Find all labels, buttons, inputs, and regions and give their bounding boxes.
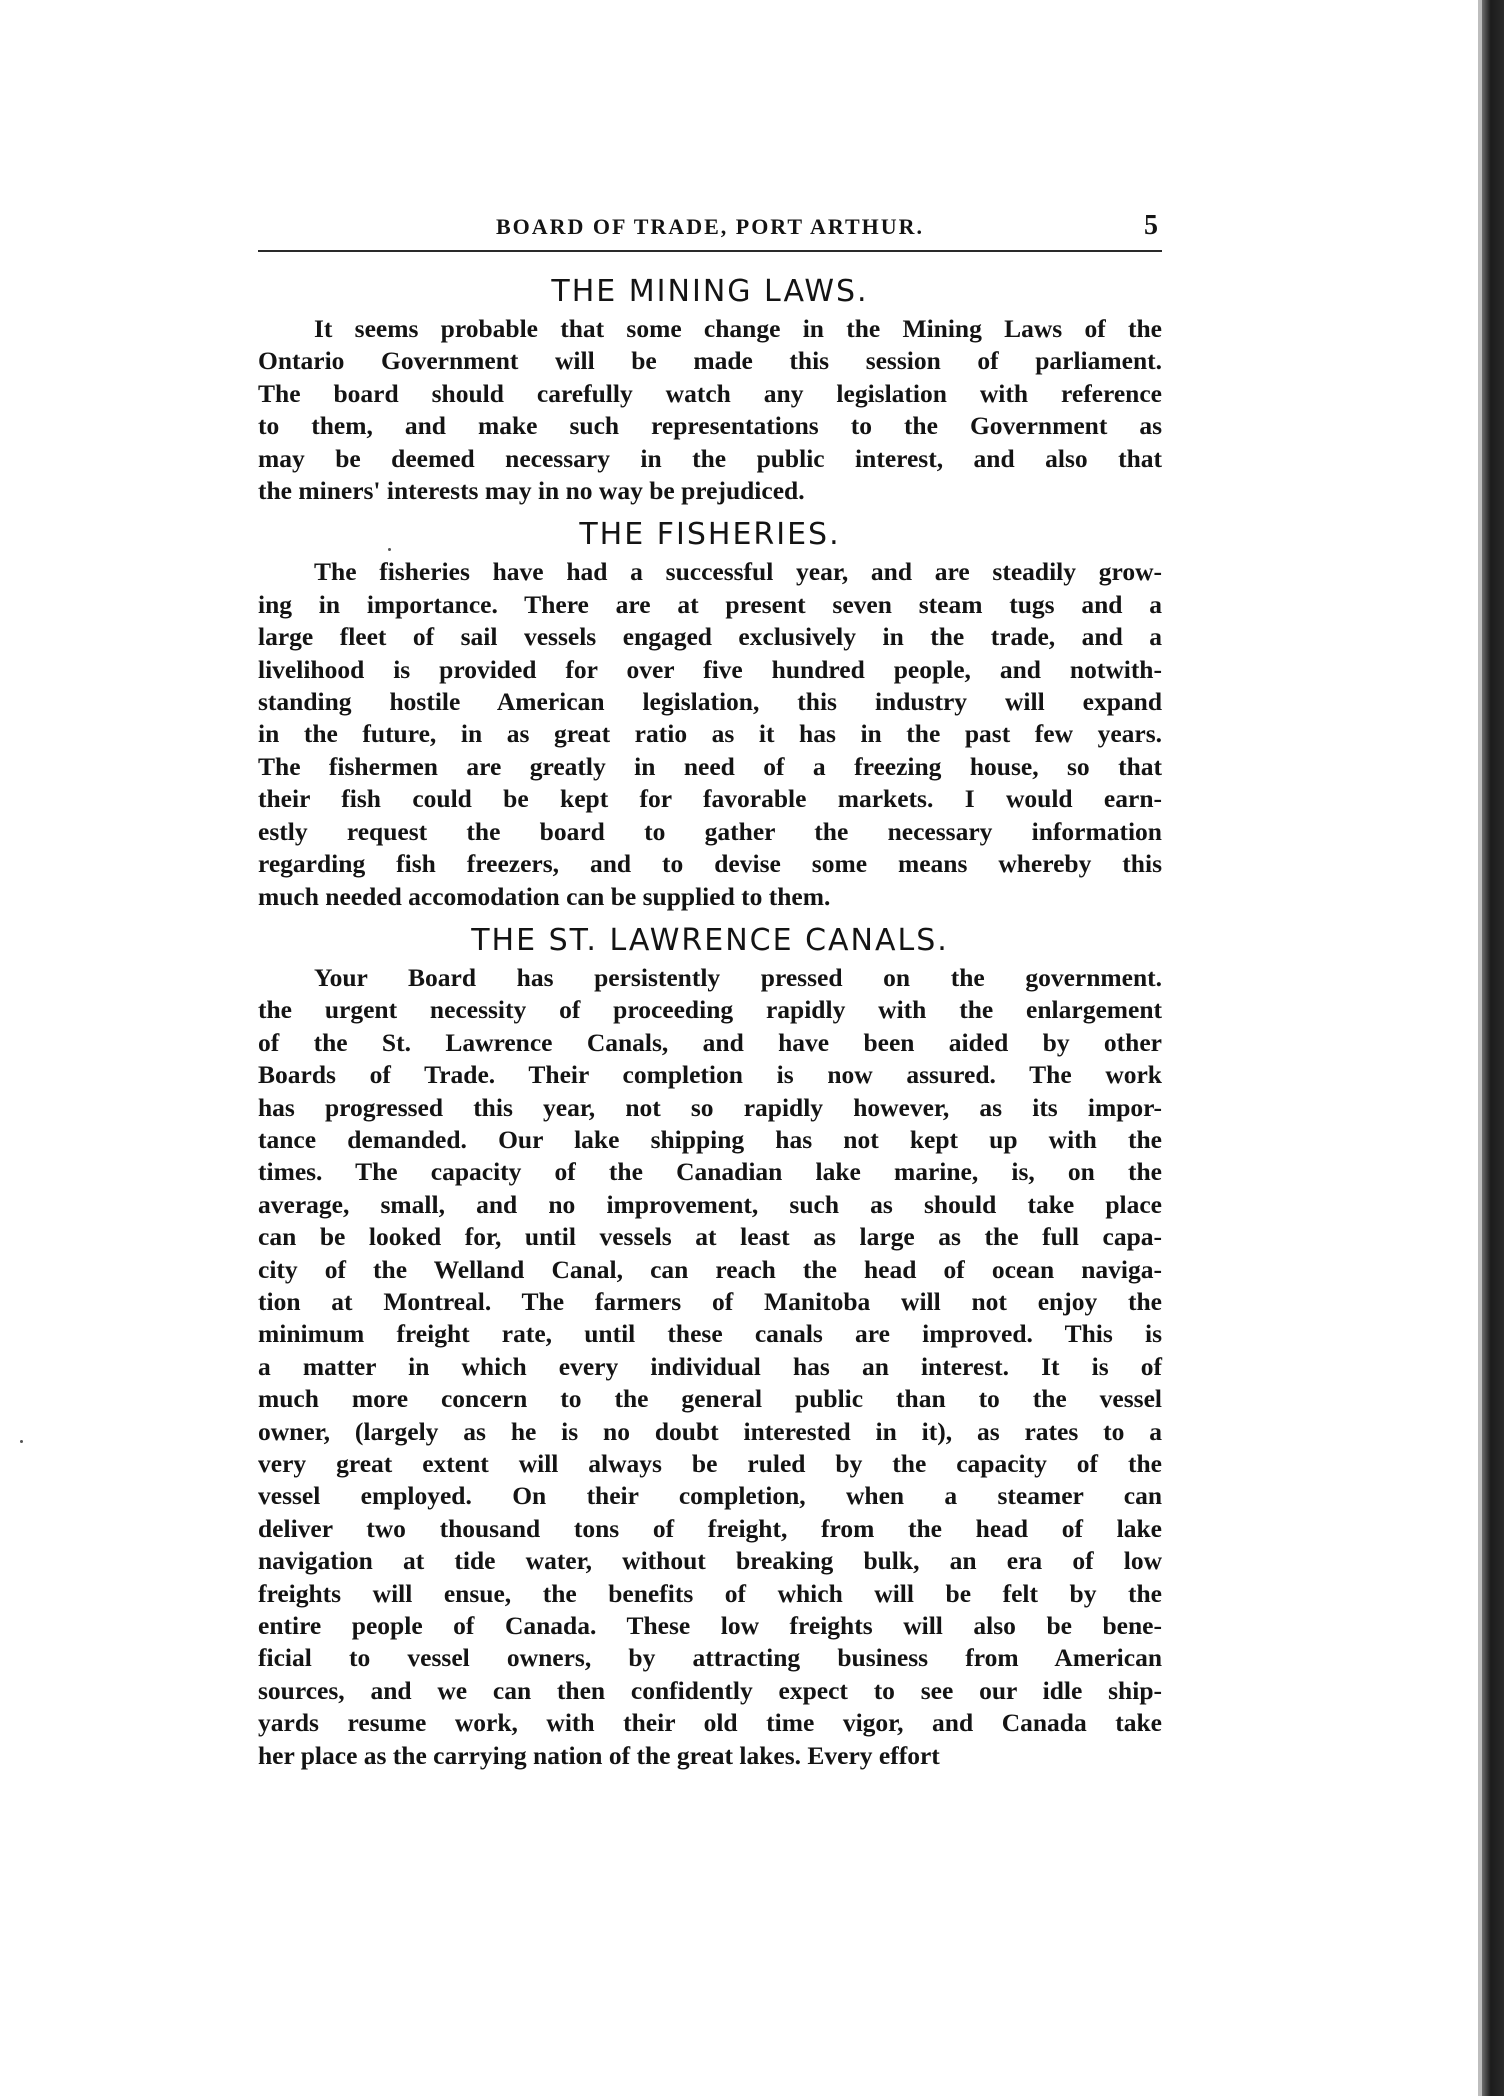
text-line: owner, (largely as he is no doubt interested in it), as rates to a xyxy=(258,1416,1162,1446)
text-line: yards resume work, with their old time vigor, and Canada take xyxy=(258,1708,1162,1738)
text-line: The fishermen are greatly in need of a freezing house, so that xyxy=(258,751,1162,781)
text-line: vessel employed. On their completion, when a steamer can xyxy=(258,1481,1162,1511)
text-line: tion at Montreal. The farmers of Manitoba will not enjoy the xyxy=(258,1286,1162,1316)
text-line: large fleet of sail vessels engaged exclusively in the trade, and a xyxy=(258,622,1162,652)
section-heading-st-lawrence-canals: THE ST. LAWRENCE CANALS. xyxy=(471,922,949,958)
running-head xyxy=(258,210,1162,252)
text-line: sources, and we can then confidently expect to see our idle ship- xyxy=(258,1675,1162,1705)
text-line: very great extent will always be ruled by the capacity of the xyxy=(258,1449,1162,1478)
text-line: can be looked for, until vessels at least as large as the full capa- xyxy=(258,1222,1162,1252)
text-line: minimum freight rate, until these canals are improved. This is xyxy=(258,1319,1162,1349)
text-line: tance demanded. Our lake shipping has not kept up with the xyxy=(258,1124,1162,1154)
text-line: Your Board has persistently pressed on the government. xyxy=(314,962,1162,992)
text-line: their fish could be kept for favorable markets. I would earn- xyxy=(258,784,1162,814)
text-line: Ontario Government will be made this session of parliament. xyxy=(258,346,1162,376)
text-line: much needed accomodation can be supplied to them. xyxy=(258,881,831,911)
text-line: a matter in which every individual has an interest. It is of xyxy=(258,1351,1162,1381)
text-line: times. The capacity of the Canadian lake marine, is, on the xyxy=(258,1157,1162,1187)
text-line: ing in importance. There are at present seven steam tugs and a xyxy=(258,589,1162,619)
text-line: to them, and make such representations to the Government as xyxy=(258,411,1162,441)
section-heading-mining-laws: THE MINING LAWS. xyxy=(551,274,869,309)
section-body-fisheries xyxy=(258,556,1162,912)
text-line: of the St. Lawrence Canals, and have been aided by other xyxy=(258,1027,1162,1057)
text-line: The board should carefully watch any legislation with reference xyxy=(258,378,1162,408)
document-page xyxy=(258,210,1162,1772)
speck xyxy=(20,1440,23,1443)
text-line: her place as the carrying nation of the great lakes. Every effort xyxy=(258,1740,940,1770)
text-line: freights will ensue, the benefits of which will be felt by the xyxy=(258,1578,1162,1608)
text-line: navigation at tide water, without breaking bulk, an era of low xyxy=(258,1546,1162,1576)
text-line: has progressed this year, not so rapidly however, as its impor- xyxy=(258,1092,1162,1122)
text-line: in the future, in as great ratio as it has in the past few years. xyxy=(258,719,1162,749)
text-line: Boards of Trade. Their completion is now assured. The work xyxy=(258,1060,1162,1090)
text-line: estly request the board to gather the necessary information xyxy=(258,816,1162,846)
text-line: entire people of Canada. These low freights will also be bene- xyxy=(258,1611,1162,1641)
running-head-title: BOARD OF TRADE, PORT ARTHUR. xyxy=(495,214,925,239)
section-body-mining-laws xyxy=(258,313,1162,507)
text-line: standing hostile American legislation, this industry will expand xyxy=(258,687,1162,717)
text-line: It seems probable that some change in the Mining Laws of the xyxy=(314,314,1162,343)
text-line: average, small, and no improvement, such as should take place xyxy=(258,1189,1162,1219)
text-line: may be deemed necessary in the public interest, and also that xyxy=(258,443,1162,473)
text-line: The fisheries have had a successful year, and are steadily grow- xyxy=(314,557,1162,587)
section-heading-fisheries: THE FISHERIES. xyxy=(579,517,841,553)
text-line: much more concern to the general public than to the vessel xyxy=(258,1384,1162,1414)
text-line: regarding fish freezers, and to devise some means whereby this xyxy=(258,849,1162,879)
page-number: 5 xyxy=(1144,210,1158,241)
text-line: livelihood is provided for over five hundred people, and notwith- xyxy=(258,654,1162,684)
section-body-st-lawrence-canals xyxy=(258,962,1162,1772)
text-line: deliver two thousand tons of freight, from the head of lake xyxy=(258,1513,1162,1543)
text-line: ficial to vessel owners, by attracting business from American xyxy=(258,1643,1162,1673)
text-line: city of the Welland Canal, can reach the head of ocean naviga- xyxy=(258,1254,1162,1284)
text-line: the urgent necessity of proceeding rapidly with the enlargement xyxy=(258,995,1162,1025)
text-line: the miners' interests may in no way be prejudiced. xyxy=(258,476,805,506)
scan-page-edge xyxy=(1482,0,1504,2096)
